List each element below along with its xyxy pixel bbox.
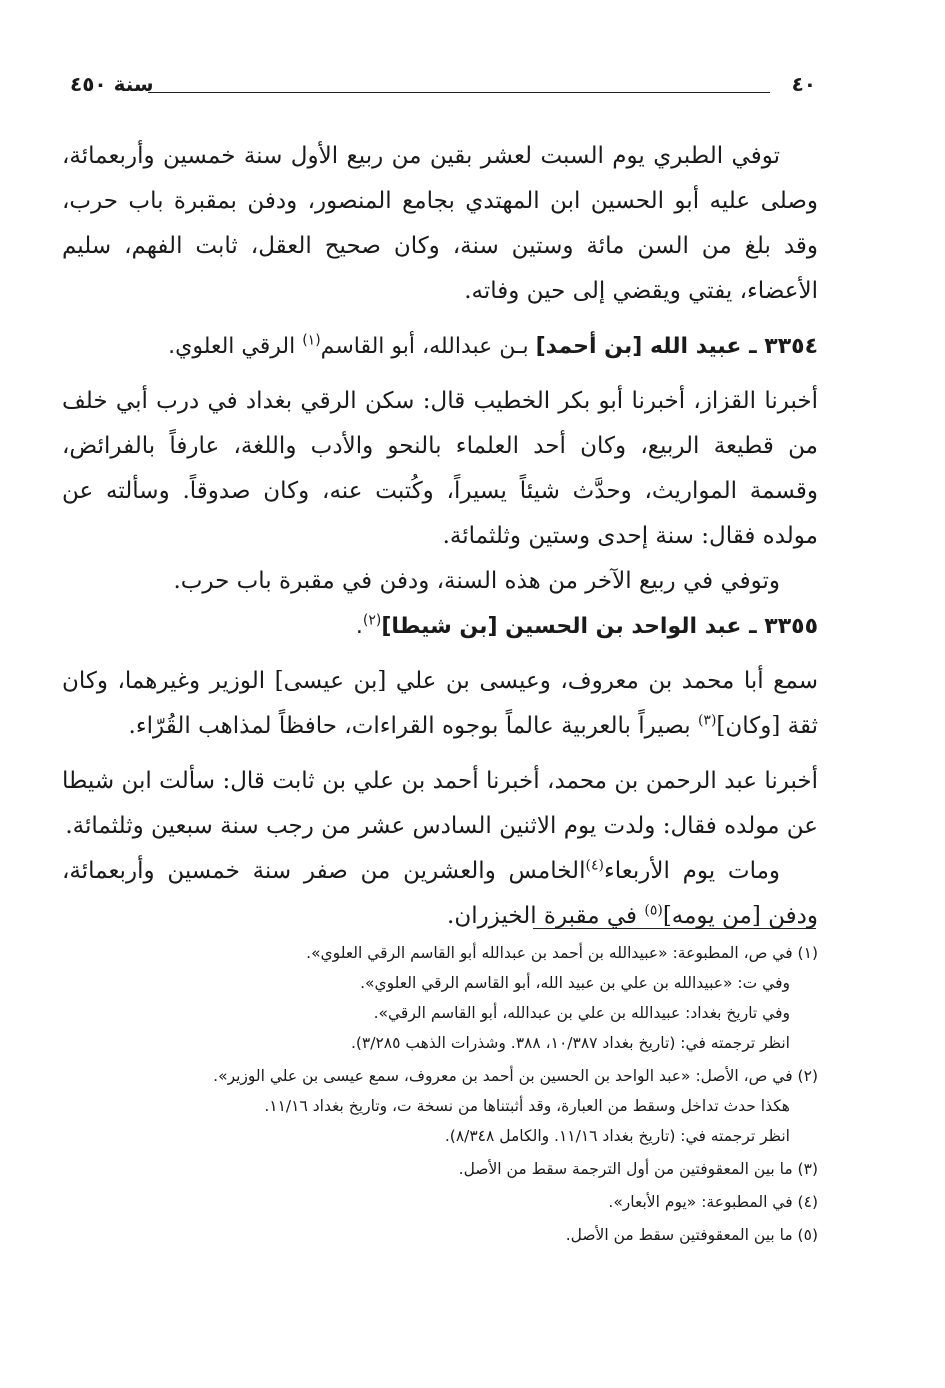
footnote-1-line: وفي تاريخ بغداد: عبيدالله بن علي بن عبدالله، أبو القاسم الرقي». <box>373 1004 790 1022</box>
footnote-1-line: انظر ترجمته في: (تاريخ بغداد ١٠/٣٨٧، ٣٨٨. وشذرات الذهب ٣/٢٨٥). <box>350 1034 790 1052</box>
footnote-ref: (١) <box>302 332 321 349</box>
footnote-5: (٥) ما بين المعقوفتين سقط من الأصل. <box>565 1226 818 1244</box>
footnote-2: (٢) في ص، الأصل: «عبد الواحد بن الحسين بن أحمد بن معروف، سمع عيسى بن علي الوزير». <box>213 1067 818 1085</box>
entry-number: ٣٣٥٥ ـ عبد الواحد بن الحسين [بن شيطا] <box>381 614 818 639</box>
entry-heading-3355 <box>62 604 818 649</box>
footnote-rule <box>533 928 816 929</box>
text-run: في مقبرة الخيزران. <box>447 903 638 929</box>
footnote-1-line: وفي ت: «عبيدالله بن علي بن عبيد الله، أبو القاسم الرقي العلوي». <box>360 974 790 992</box>
text-run: سمع أبا محمد بن معروف، وعيسى بن علي [بن عيسى] الوزير وغيرهما، وكان ثقة [وكان] <box>62 668 818 739</box>
main-text <box>62 134 818 939</box>
footnote-ref: (٤) <box>585 857 604 874</box>
footnote-2-line: انظر ترجمته في: (تاريخ بغداد ١١/١٦. والكامل ٨/٣٤٨). <box>444 1127 790 1145</box>
header-rule <box>148 92 770 93</box>
footnote-ref: (٢) <box>362 612 382 629</box>
footnotes <box>70 938 818 1250</box>
text-run: بصيراً بالعربية عالماً بوجوه القراءات، حافظاً لمذاهب القُرّاء. <box>128 713 691 739</box>
entry-end: . <box>355 614 363 639</box>
entry-name: الرقي العلوي. <box>168 334 296 359</box>
text-run: الخامس والعشرين من صفر سنة خمسين وأربعمائة، ودفن [من يومه] <box>62 858 818 929</box>
entry-number: ٣٣٥٤ ـ عبيد الله [بن أحمد] <box>535 334 818 359</box>
footnote-ref: (٥) <box>644 902 663 919</box>
paragraph <box>62 659 818 749</box>
footnote-2-line: هكذا حدث تداخل وسقط من العبارة، وقد أثبتناها من نسخة ت، وتاريخ بغداد ١١/١٦. <box>264 1097 790 1115</box>
footnote-1: (١) في ص، المطبوعة: «عبيدالله بن أحمد بن عبدالله أبو القاسم الرقي العلوي». <box>306 944 818 962</box>
paragraph <box>62 849 818 939</box>
footnote-ref: (٣) <box>697 712 717 729</box>
paragraph: أخبرنا القزاز، أخبرنا أبو بكر الخطيب قال: سكن الرقي بغداد في درب أبي خلف من قطيعة الربيع، وكان أحد العلماء بالنحو والأدب واللغة، عارفاً بالفرائض، وقسمة المواريث، وحدَّث شيئاً يسيراً، وكُتبت عنه، وكان صدوقاً. وسألته عن مولده فقال: سنة إحدى وستين وثلثمائة. <box>62 388 818 549</box>
footnote-3: (٣) ما بين المعقوفتين من أول الترجمة سقط من الأصل. <box>458 1160 818 1178</box>
running-head: سنة ٤٥٠ <box>70 72 154 96</box>
entry-name: بـن عبدالله، أبو القاسم <box>320 334 529 359</box>
paragraph: وتوفي في ربيع الآخر من هذه السنة، ودفن في مقبرة باب حرب. <box>173 568 780 594</box>
footnote-4: (٤) في المطبوعة: «يوم الأبعار». <box>608 1193 818 1211</box>
page-header <box>70 72 816 102</box>
page-number: ٤٠ <box>791 72 816 96</box>
entry-heading-3354 <box>62 324 818 369</box>
paragraph: توفي الطبري يوم السبت لعشر بقين من ربيع الأول سنة خمسين وأربعمائة، وصلى عليه أبو الحسين ابن المهتدي بجامع المنصور، ودفن بمقبرة باب حرب، وقد بلغ من السن مائة وستين سنة، وكان صحيح العقل، ثابت الفهم، سليم الأعضاء، يفتي ويقضي إلى حين وفاته. <box>62 143 818 304</box>
text-run: ومات يوم الأربعاء <box>603 858 781 884</box>
paragraph: أخبرنا عبد الرحمن بن محمد، أخبرنا أحمد بن علي بن ثابت قال: سألت ابن شيطا عن مولده فقال: ولدت يوم الاثنين السادس عشر من رجب سنة سبعين وثلثمائة. <box>62 768 818 839</box>
